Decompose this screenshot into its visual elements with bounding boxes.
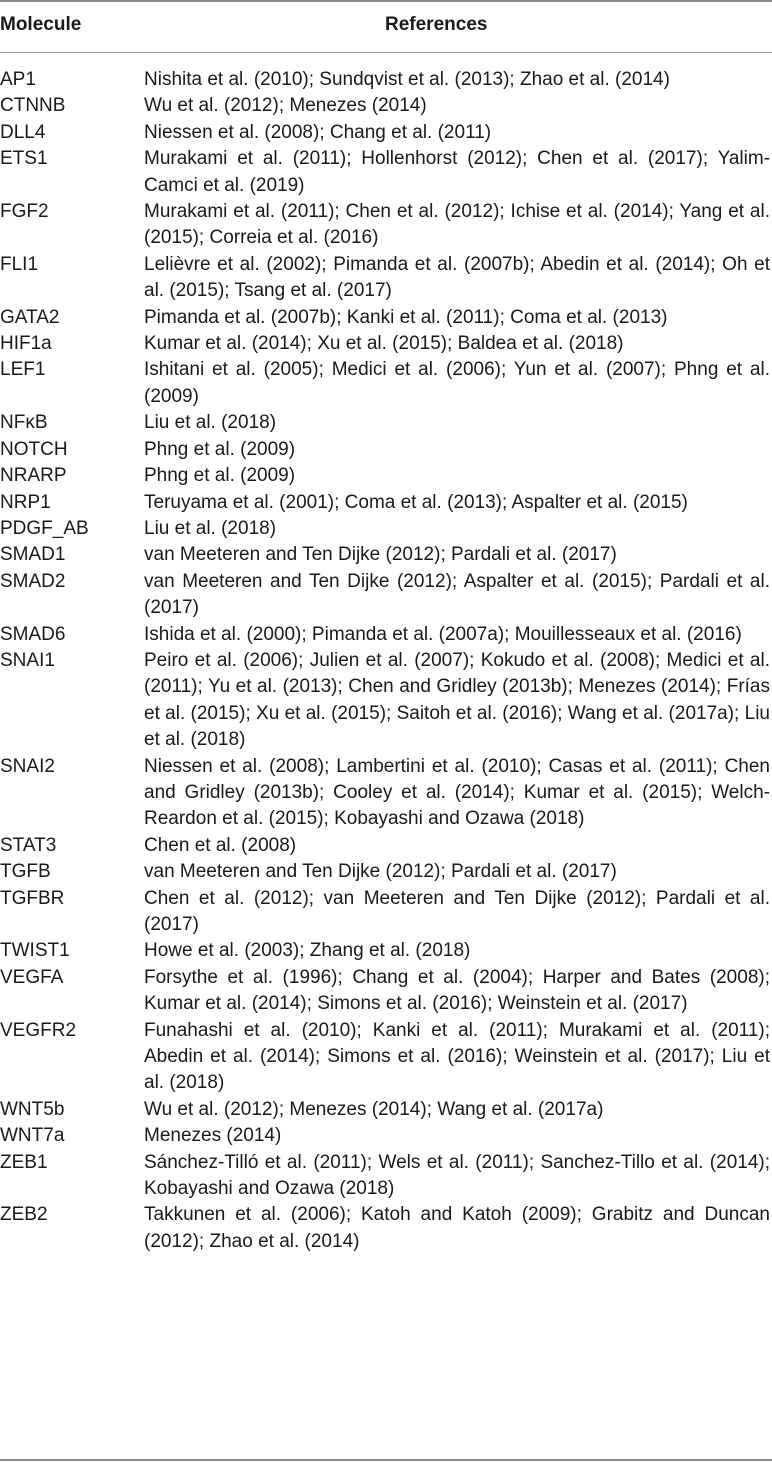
table-row: [0, 833, 772, 859]
references-cell: Ishitani et al. (2005); Medici et al. (2006); Yun et al. (2007); Phng et al. (2009): [144, 359, 770, 407]
references-cell: Chen et al. (2012); van Meeteren and Ten Dijke (2012); Pardali et al. (2017): [144, 887, 770, 935]
table-row: [0, 331, 772, 357]
references-cell: Liu et al. (2018): [144, 412, 277, 434]
molecule-cell: GATA2: [0, 306, 60, 328]
molecule-cell: DLL4: [0, 121, 46, 143]
references-cell: Menezes (2014): [144, 1125, 282, 1147]
molecule-cell: WNT5b: [0, 1098, 65, 1120]
references-cell: Teruyama et al. (2001); Coma et al. (2013); Aspalter et al. (2015): [144, 491, 688, 513]
molecule-cell: SNAI2: [0, 755, 55, 777]
references-cell: Murakami et al. (2011); Hollenhorst (2012); Chen et al. (2017); Yalim-Camci et al. (2019): [144, 148, 770, 196]
table-row: [0, 93, 772, 119]
references-cell: Lelièvre et al. (2002); Pimanda et al. (2007b); Abedin et al. (2014); Oh et al. (2015); Tsang et al. (2017): [144, 253, 770, 302]
molecule-cell: FLI1: [0, 253, 39, 275]
molecule-cell: TGFB: [0, 861, 51, 883]
molecule-cell: STAT3: [0, 834, 57, 856]
table-row: [0, 120, 772, 146]
table-row: [0, 252, 772, 305]
references-cell: Chen et al. (2008): [144, 834, 297, 856]
references-cell: Forsythe et al. (1996); Chang et al. (2004); Harper and Bates (2008); Kumar et al. (2014); Simons et al. (2016); Weinstein et al. (2017): [144, 966, 770, 1015]
references-cell: Wu et al. (2012); Menezes (2014); Wang et al. (2017a): [144, 1098, 604, 1120]
table-row: [0, 516, 772, 542]
molecule-cell: AP1: [0, 69, 36, 90]
molecule-cell: TWIST1: [0, 940, 70, 962]
table-row: [0, 886, 772, 939]
table-row: [0, 357, 772, 410]
header-molecule: Molecule: [0, 14, 82, 35]
molecule-cell: NOTCH: [0, 438, 68, 460]
top-rule: [0, 0, 772, 2]
molecule-cell: SMAD2: [0, 570, 66, 592]
bottom-rule: [0, 1459, 772, 1461]
table-row: [0, 754, 772, 833]
table-body: [0, 67, 772, 1255]
table-row: [0, 199, 772, 252]
references-cell: Niessen et al. (2008); Lambertini et al. (2010); Casas et al. (2011); Chen and Gridley (2013b); Cooley et al. (2014); Kumar et al. (2015); Welch-Reardon et al. (2015); Kobayashi and Ozawa (2018): [144, 755, 770, 830]
references-cell: Ishida et al. (2000); Pimanda et al. (2007a); Mouillesseaux et al. (2016): [144, 623, 742, 645]
table-row: [0, 1123, 772, 1149]
molecule-cell: VEGFR2: [0, 1019, 77, 1041]
table-row: [0, 1097, 772, 1123]
table-row: [0, 1018, 772, 1097]
molecule-cell: FGF2: [0, 201, 49, 223]
table-row: [0, 463, 772, 489]
molecule-cell: LEF1: [0, 359, 46, 381]
references-cell: Phng et al. (2009): [144, 465, 296, 487]
molecule-cell: SMAD6: [0, 623, 66, 645]
references-cell: Kumar et al. (2014); Xu et al. (2015); Baldea et al. (2018): [144, 333, 624, 355]
table-row: [0, 965, 772, 1018]
references-cell: Wu et al. (2012); Menezes (2014): [144, 95, 427, 117]
references-cell: Pimanda et al. (2007b); Kanki et al. (2011); Coma et al. (2013): [144, 306, 668, 328]
references-cell: Phng et al. (2009): [144, 438, 296, 460]
references-cell: Murakami et al. (2011); Chen et al. (2012); Ichise et al. (2014); Yang et al. (2015); Correia et al. (2016): [144, 201, 770, 249]
table-row: [0, 490, 772, 516]
molecule-cell: ZEB2: [0, 1204, 48, 1226]
molecule-cell: VEGFA: [0, 966, 64, 988]
table-row: [0, 1202, 772, 1255]
header-references: References: [385, 14, 488, 35]
molecule-cell: NRP1: [0, 491, 51, 513]
references-cell: Liu et al. (2018): [144, 517, 277, 539]
table-row: [0, 146, 772, 199]
molecule-cell: PDGF_AB: [0, 517, 89, 539]
header-rule: [0, 52, 772, 53]
molecule-cell: SNAI1: [0, 649, 55, 671]
molecule-cell: TGFBR: [0, 887, 65, 909]
references-cell: Howe et al. (2003); Zhang et al. (2018): [144, 940, 471, 962]
references-cell: Funahashi et al. (2010); Kanki et al. (2011); Murakami et al. (2011); Abedin et al. (2014); Simons et al. (2016); Weinstein et al. (2017); Liu et al. (2018): [144, 1019, 770, 1094]
molecule-cell: SMAD1: [0, 544, 66, 566]
table-row: [0, 938, 772, 964]
molecule-cell: WNT7a: [0, 1125, 65, 1147]
references-cell: van Meeteren and Ten Dijke (2012); Pardali et al. (2017): [144, 544, 617, 566]
molecule-cell: HIF1a: [0, 333, 52, 355]
table-row: [0, 622, 772, 648]
table-row: [0, 542, 772, 568]
table-row: [0, 437, 772, 463]
molecule-cell: NRARP: [0, 465, 67, 487]
table-row: [0, 305, 772, 331]
references-cell: van Meeteren and Ten Dijke (2012); Aspalter et al. (2015); Pardali et al. (2017): [144, 570, 770, 619]
references-cell: Nishita et al. (2010); Sundqvist et al. (2013); Zhao et al. (2014): [144, 69, 670, 90]
references-cell: Niessen et al. (2008); Chang et al. (2011): [144, 121, 492, 143]
references-cell: Peiro et al. (2006); Julien et al. (2007); Kokudo et al. (2008); Medici et al. (2011); Yu et al. (2013); Chen and Gridley (2013b); Menezes (2014); Frías et al. (2015); Xu et al. (2015); Saitoh et al. (2016); Wang et al. (2017a); Liu et al. (2018): [144, 649, 770, 751]
table-row: [0, 67, 772, 93]
table-row: [0, 648, 772, 754]
table-row: [0, 410, 772, 436]
table-row: [0, 859, 772, 885]
references-cell: Sánchez-Tilló et al. (2011); Wels et al. (2011); Sanchez-Tillo et al. (2014); Kobayashi and Ozawa (2018): [144, 1151, 770, 1200]
molecule-cell: CTNNB: [0, 95, 66, 117]
header-row: [0, 14, 772, 44]
molecule-cell: ETS1: [0, 148, 48, 170]
table-row: [0, 569, 772, 622]
molecule-cell: ZEB1: [0, 1151, 48, 1173]
table-row: [0, 1150, 772, 1203]
references-cell: Takkunen et al. (2006); Katoh and Katoh (2009); Grabitz and Duncan (2012); Zhao et al. (2014): [144, 1204, 770, 1252]
molecule-cell: NFκB: [0, 412, 48, 434]
references-cell: van Meeteren and Ten Dijke (2012); Pardali et al. (2017): [144, 861, 617, 883]
